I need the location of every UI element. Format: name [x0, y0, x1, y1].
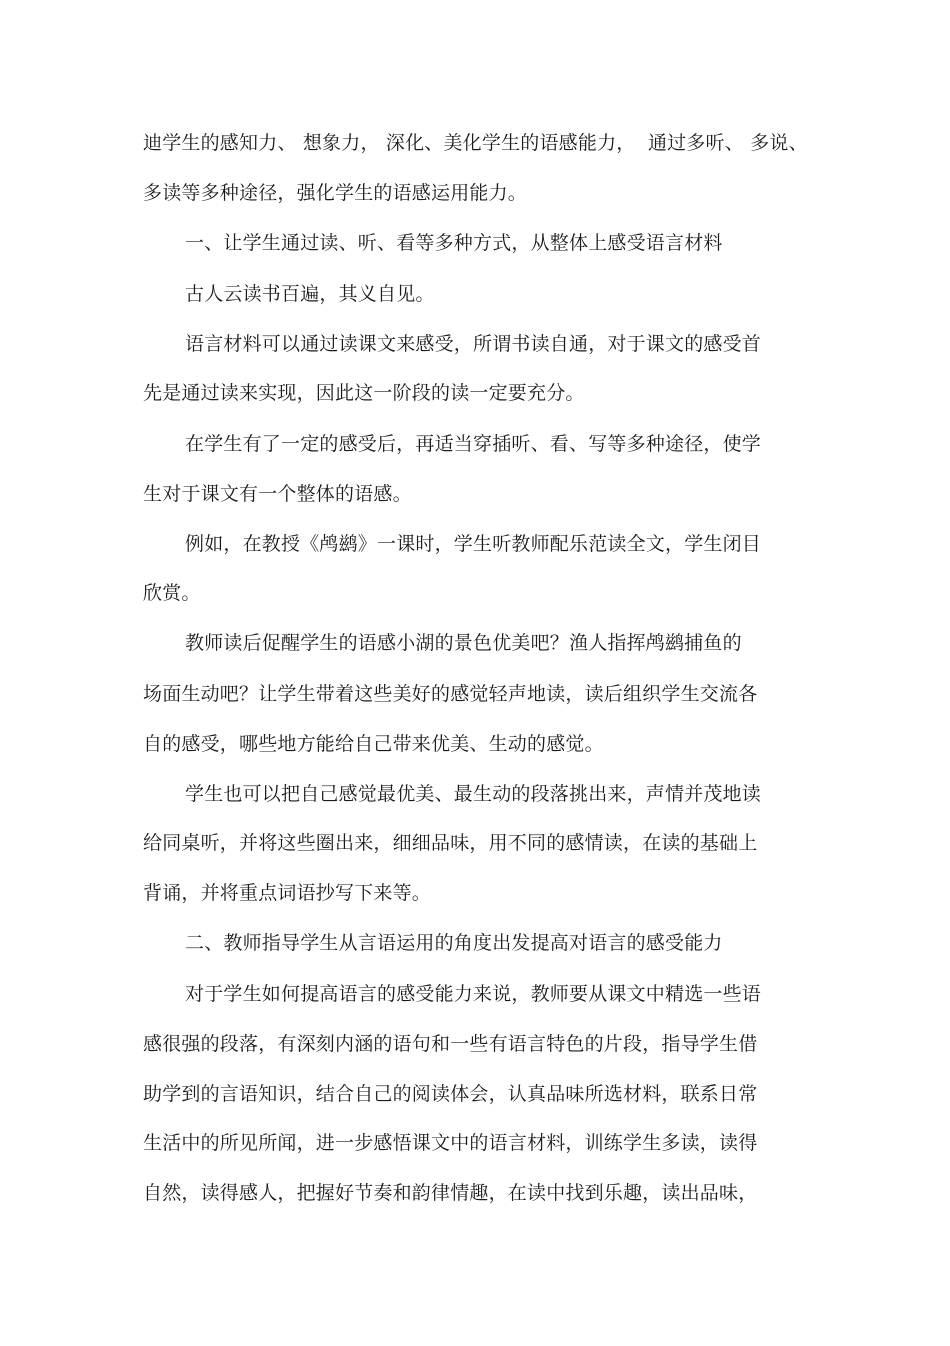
text-line: 生对于课文有一个整体的语感。 [143, 483, 412, 505]
text-line: 教师读后促醒学生的语感小湖的景色优美吧？渔人指挥鸬鹚捕鱼的 [185, 632, 742, 654]
text-line: 生活中的所见所闻，进一步感悟课文中的语言材料，训练学生多读，读得 [143, 1132, 758, 1154]
section-heading: 二、教师指导学生从言语运用的角度出发提高对语言的感受能力 [185, 932, 723, 954]
text-line: 欣赏。 [143, 582, 201, 604]
text-line: 背诵，并将重点词语抄写下来等。 [143, 882, 432, 904]
text-line: 助学到的言语知识，结合自己的阅读体会，认真品味所选材料，联系日常 [143, 1083, 758, 1105]
text-line: 例如，在教授《鸬鹚》一课时，学生听教师配乐范读全文，学生闭目 [185, 533, 762, 555]
text-line: 学生也可以把自己感觉最优美、最生动的段落挑出来，声情并茂地读 [185, 783, 762, 805]
section-heading: 一、让学生通过读、听、看等多种方式，从整体上感受语言材料 [185, 232, 723, 254]
text-line: 语言材料可以通过读课文来感受，所谓书读自通，对于课文的感受首 [185, 333, 762, 355]
text-line: 迪学生的感知力、 想象力， 深化、美化学生的语感能力， 通过多听、 多说、 [143, 132, 808, 154]
text-line: 场面生动吧？让学生带着这些美好的感觉轻声地读，读后组织学生交流各 [143, 683, 758, 705]
text-line: 在学生有了一定的感受后，再适当穿插听、看、写等多种途径，使学 [185, 433, 762, 455]
text-line: 自然，读得感人，把握好节奏和韵律情趣，在读中找到乐趣，读出品味， [143, 1182, 758, 1204]
text-line: 感很强的段落，有深刻内涵的语句和一些有语言特色的片段，指导学生借 [143, 1033, 758, 1055]
text-line: 先是通过读来实现，因此这一阶段的读一定要充分。 [143, 382, 585, 404]
text-line: 自的感受，哪些地方能给自己带来优美、生动的感觉。 [143, 733, 604, 755]
text-line: 古人云读书百遍，其义自见。 [185, 283, 435, 305]
text-line: 对于学生如何提高语言的感受能力来说，教师要从课文中精选一些语 [185, 983, 762, 1005]
text-line: 多读等多种途径，强化学生的语感运用能力。 [143, 182, 528, 204]
text-line: 给同桌听，并将这些圈出来，细细品味，用不同的感情读，在读的基础上 [143, 832, 758, 854]
